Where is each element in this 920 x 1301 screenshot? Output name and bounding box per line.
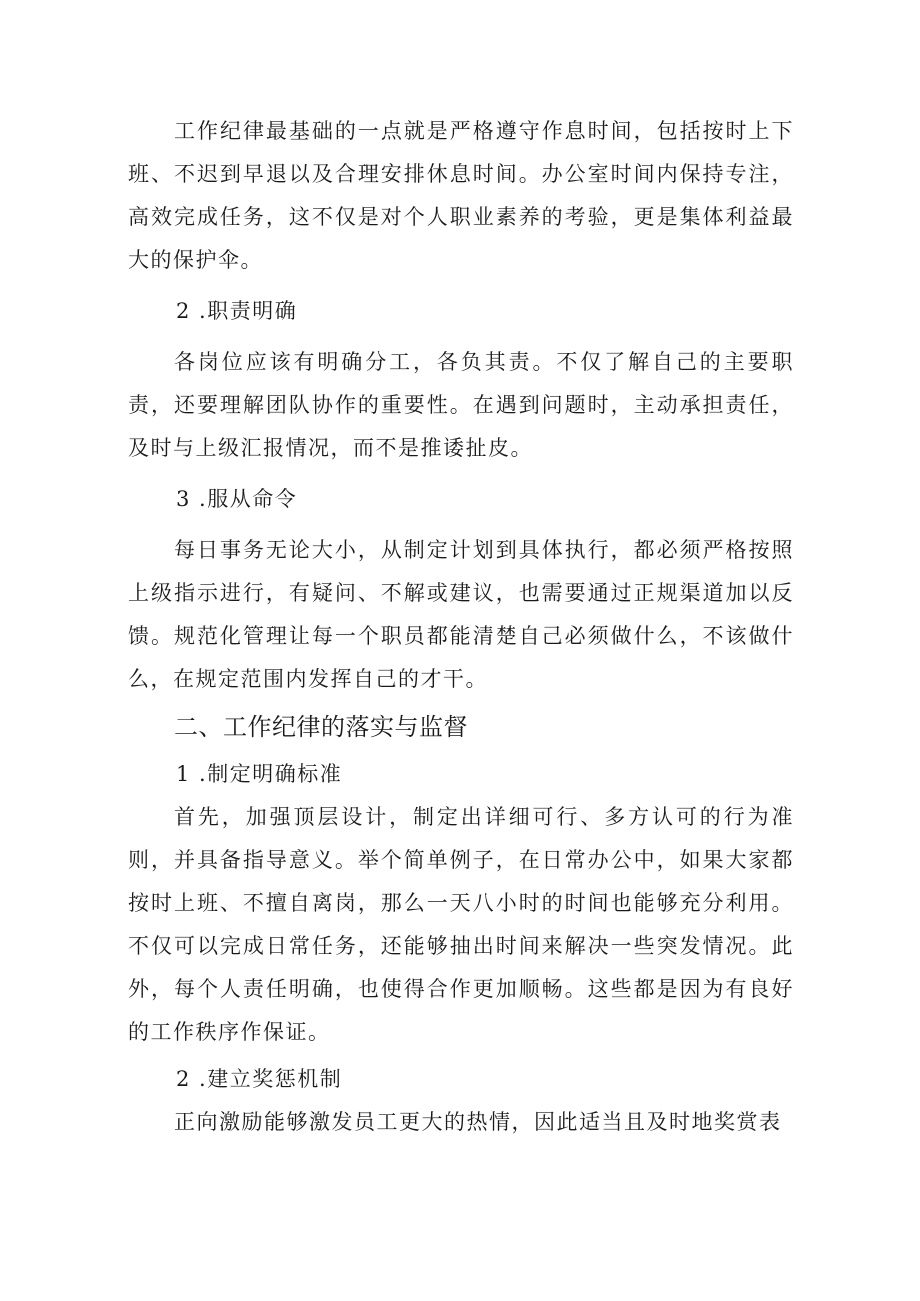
para-obey: 每日事务无论大小，从制定计划到具体执行，都必须严格按照上级指示进行，有疑问、不解或建议，也需要通过正规渠道加以反馈。规范化管理让每一个职员都能清楚自己必须做什么，不该做什么，在规定范围内发挥自己的才干。 xyxy=(128,538,794,691)
para-duties: 各岗位应该有明确分工，各负其责。不仅了解自己的主要职责，还要理解团队协作的重要性。在遇到问题时，主动承担责任，及时与上级汇报情况，而不是推诿扯皮。 xyxy=(128,350,794,460)
subhead-rewards: 2 .建立奖惩机制 xyxy=(176,1067,343,1091)
subhead-obey: 3 .服从命令 xyxy=(176,487,298,511)
subhead-standards: 1 .制定明确标准 xyxy=(176,762,343,786)
para-work-hours: 工作纪律最基础的一点就是严格遵守作息时间，包括按时上下班、不迟到早退以及合理安排休息时间。办公室时间内保持专注，高效完成任务，这不仅是对个人职业素养的考验，更是集体利益最大的保护伞。 xyxy=(128,119,794,272)
subhead-duties: 2 .职责明确 xyxy=(176,299,298,323)
para-rewards: 正向激励能够激发员工更大的热情，因此适当且及时地奖赏表 xyxy=(174,1110,782,1134)
section-heading-2: 二、工作纪律的落实与监督 xyxy=(174,713,468,741)
para-standards: 首先，加强顶层设计，制定出详细可行、多方认可的行为准则，并具备指导意义。举个简单例子，在日常办公中，如果大家都按时上班、不擅自离岗，那么一天八小时的时间也能够充分利用。不仅可以完成日常任务，还能够抽出时间来解决一些突发情况。此外，每个人责任明确，也使得合作更加顺畅。这些都是因为有良好的工作秩序作保证。 xyxy=(128,805,794,1044)
